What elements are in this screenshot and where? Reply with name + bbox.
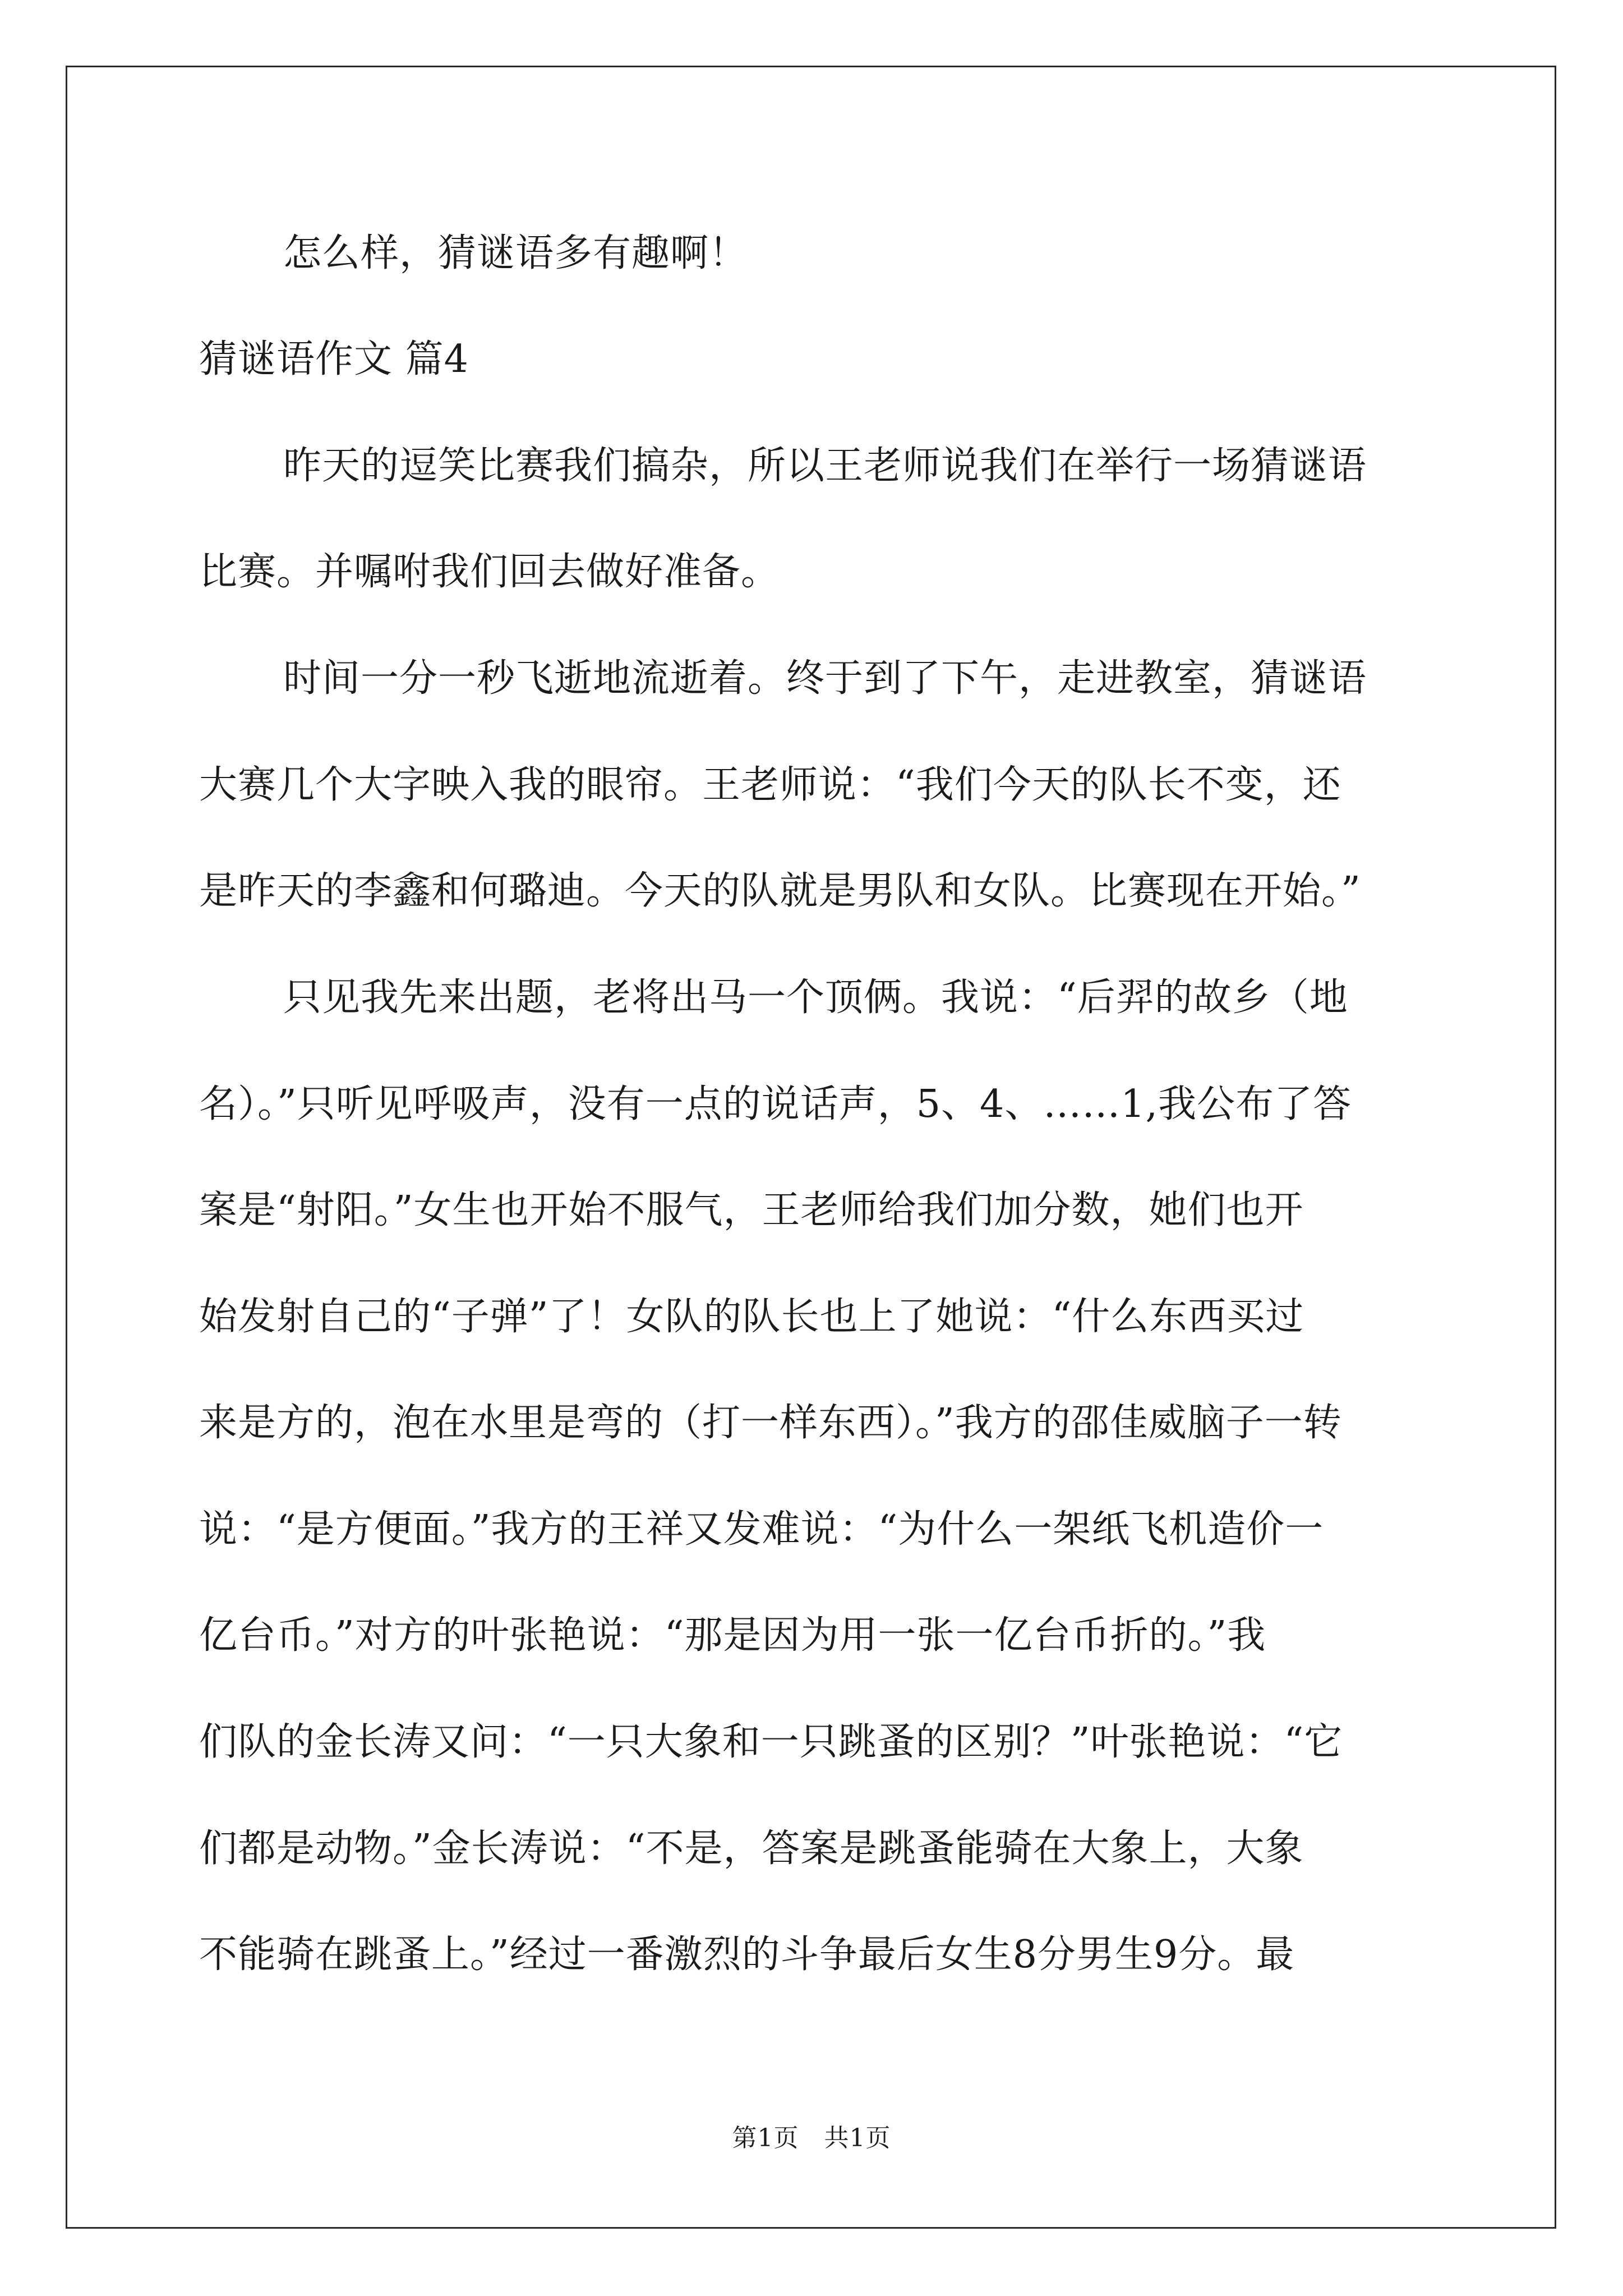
paragraph-line: 时间一分一秒飞逝地流逝着。终于到了下午，走进教室，猜谜语 [283, 656, 1367, 701]
paragraph-line: 亿台币。”对方的叶张艳说：“那是因为用一张一亿台币折的。”我 [199, 1613, 1266, 1658]
page-border [66, 66, 1556, 2229]
paragraph-line: 始发射自己的“子弹”了！女队的队长也上了她说：“什么东西买过 [199, 1295, 1304, 1339]
paragraph-line: 说：“是方便面。”我方的王祥又发难说：“为什么一架纸飞机造价一 [199, 1507, 1324, 1552]
page-footer: 第1页 共1页 [732, 2124, 891, 2152]
paragraph-line: 是昨天的李鑫和何璐迪。今天的队就是男队和女队。比赛现在开始。” [199, 869, 1361, 913]
section-heading: 猜谜语作文 篇4 [199, 337, 469, 381]
paragraph-line: 比赛。并嘱咐我们回去做好准备。 [199, 550, 780, 594]
paragraph-line: 只见我先来出题，老将出马一个顶俩。我说：“后羿的故乡（地 [283, 976, 1348, 1020]
paragraph-line: 昨天的逗笑比赛我们搞杂，所以王老师说我们在举行一场猜谜语 [283, 444, 1367, 488]
paragraph-line: 来是方的，泡在水里是弯的（打一样东西）。”我方的邵佳威脑子一转 [199, 1401, 1342, 1445]
paragraph-line: 们都是动物。”金长涛说：“不是，答案是跳蚤能骑在大象上，大象 [199, 1826, 1304, 1871]
paragraph-line: 名）。”只听见呼吸声，没有一点的说话声，5、4、……1,我公布了答 [199, 1082, 1352, 1126]
paragraph-line: 大赛几个大字映入我的眼帘。王老师说：“我们今天的队长不变，还 [199, 763, 1341, 807]
paragraph-line: 们队的金长涛又问：“一只大象和一只跳蚤的区别？”叶张艳说：“它 [199, 1720, 1343, 1764]
paragraph-line: 案是“射阳。”女生也开始不服气，王老师给我们加分数，她们也开 [199, 1188, 1304, 1232]
paragraph-line: 不能骑在跳蚤上。”经过一番激烈的斗争最后女生8分男生9分。最 [199, 1932, 1295, 1977]
paragraph-line: 怎么样，猜谜语多有趣啊！ [283, 231, 748, 275]
